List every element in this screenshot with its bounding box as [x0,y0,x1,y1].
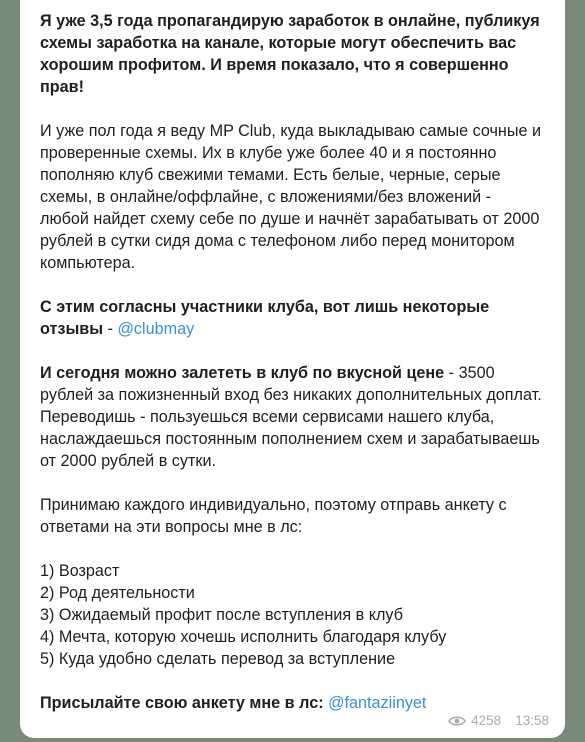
list-item: 4) Мечта, которую хочешь исполнить благодаря клубу [40,628,447,646]
price-bold-text: И сегодня можно залететь в клуб по вкусной цене [40,364,445,382]
questionnaire-intro-paragraph: Принимаю каждого индивидуально, поэтому отправь анкету с ответами на эти вопросы мне в лс: [40,496,507,536]
price-paragraph [40,362,543,472]
price-rest-text: - 3500 рублей за пожизненный вход без никаких дополнительных доплат. Переводишь - пользуешься всеми сервисами нашего клуба, наслаждаешься постоянным пополнением схем и зарабатываешь от 2000 рублей в сутки. [40,364,542,470]
reviews-separator: - [103,320,118,338]
message-meta [448,710,549,732]
list-item: 2) Род деятельности [40,584,195,602]
contact-text: Присылайте свою анкету мне в лс: [40,694,324,712]
message-time: 13:58 [515,713,549,728]
fantaziinyet-link[interactable]: @fantaziinyet [328,694,427,712]
list-item: 3) Ожидаемый профит после вступления в клуб [40,606,403,624]
reviews-paragraph [40,296,543,340]
view-count: 4258 [471,713,502,728]
clubmay-link[interactable]: @clubmay [117,320,195,338]
list-item: 5) Куда удобно сделать перевод за вступление [40,650,396,668]
message-bubble [20,0,565,738]
eye-icon [448,715,466,727]
reviews-text: С этим согласны участники клуба, вот лишь некоторые отзывы [40,298,490,338]
questions-list [40,560,543,670]
list-item: 1) Возраст [40,562,120,580]
intro-paragraph: Я уже 3,5 года пропагандирую заработок в онлайне, публикуя схемы заработка на канале, которые могут обеспечить вас хорошим профитом. И время показало, что я совершенно прав! [40,12,540,96]
club-description-paragraph: И уже пол года я веду MP Club, куда выкладываю самые сочные и проверенные схемы. Их в клубе уже более 40 и я постоянно пополняю клуб свежими темами. Есть белые, черные, серые схемы, в онлайне/оффлайне, с вложениями/без вложений - любой найдет схему себе по душе и начнёт зарабатывать от 2000 рублей в сутки сидя дома с телефоном либо перед монитором компьютера. [40,122,542,272]
